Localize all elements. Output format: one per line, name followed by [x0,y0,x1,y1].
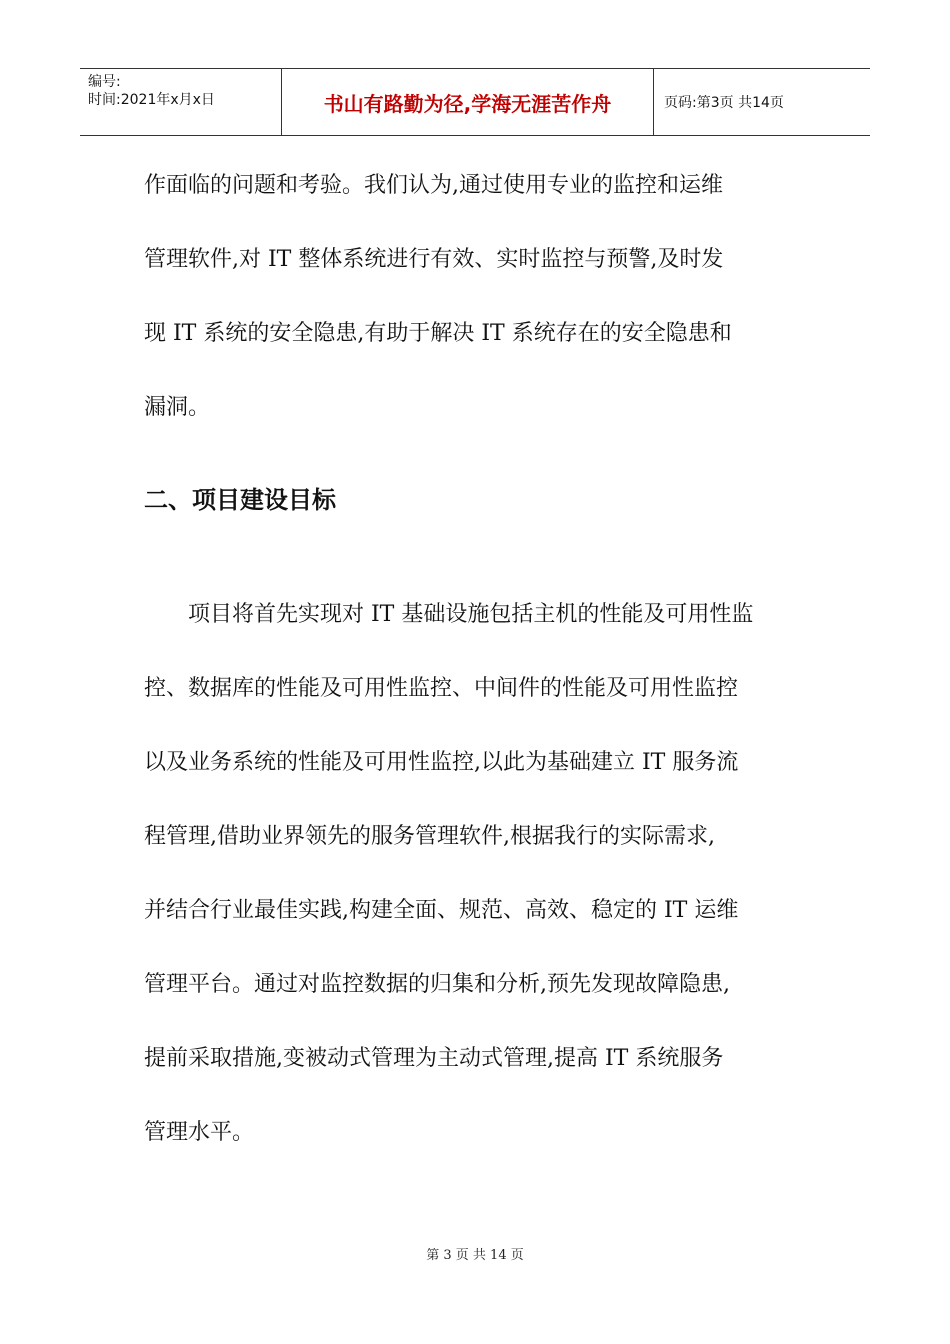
page-footer: 第 3 页 共 14 页 [426,1248,524,1263]
header-motto: 书山有路勤为径,学海无涯苦作舟 [282,69,654,135]
paragraph-line: 以及业务系统的性能及可用性监控,以此为基础建立 IT 服务流 [144,750,739,775]
paragraph-line: 项目将首先实现对 IT 基础设施包括主机的性能及可用性监 [144,602,754,627]
paragraph-line: 提前采取措施,变被动式管理为主动式管理,提高 IT 系统服务 [144,1046,724,1071]
paragraph-line: 漏洞。 [144,395,211,420]
paragraph-line: 程管理,借助业界领先的服务管理软件,根据我行的实际需求, [144,824,715,849]
header-number-label: 编号: [88,74,121,90]
paragraph-line: 管理软件,对 IT 整体系统进行有效、实时监控与预警,及时发 [144,247,724,272]
paragraph-1 [144,149,824,445]
paragraph-line: 并结合行业最佳实践,构建全面、规范、高效、稳定的 IT 运维 [144,898,739,923]
paragraph-line: 管理水平。 [144,1120,255,1145]
header-time-label: 时间:2021年x月x日 [88,92,215,108]
page-header [80,68,870,136]
paragraph-line: 作面临的问题和考验。我们认为,通过使用专业的监控和运维 [144,173,723,198]
paragraph-2 [144,578,824,1170]
section-heading: 二、项目建设目标 [144,486,336,514]
header-page-info: 页码:第3页 共14页 [664,95,784,111]
paragraph-line: 管理平台。通过对监控数据的归集和分析,预先发现故障隐患, [144,972,730,997]
header-meta [80,69,282,135]
paragraph-line: 现 IT 系统的安全隐患,有助于解决 IT 系统存在的安全隐患和 [144,321,732,346]
paragraph-line: 控、数据库的性能及可用性监控、中间件的性能及可用性监控 [144,676,739,701]
